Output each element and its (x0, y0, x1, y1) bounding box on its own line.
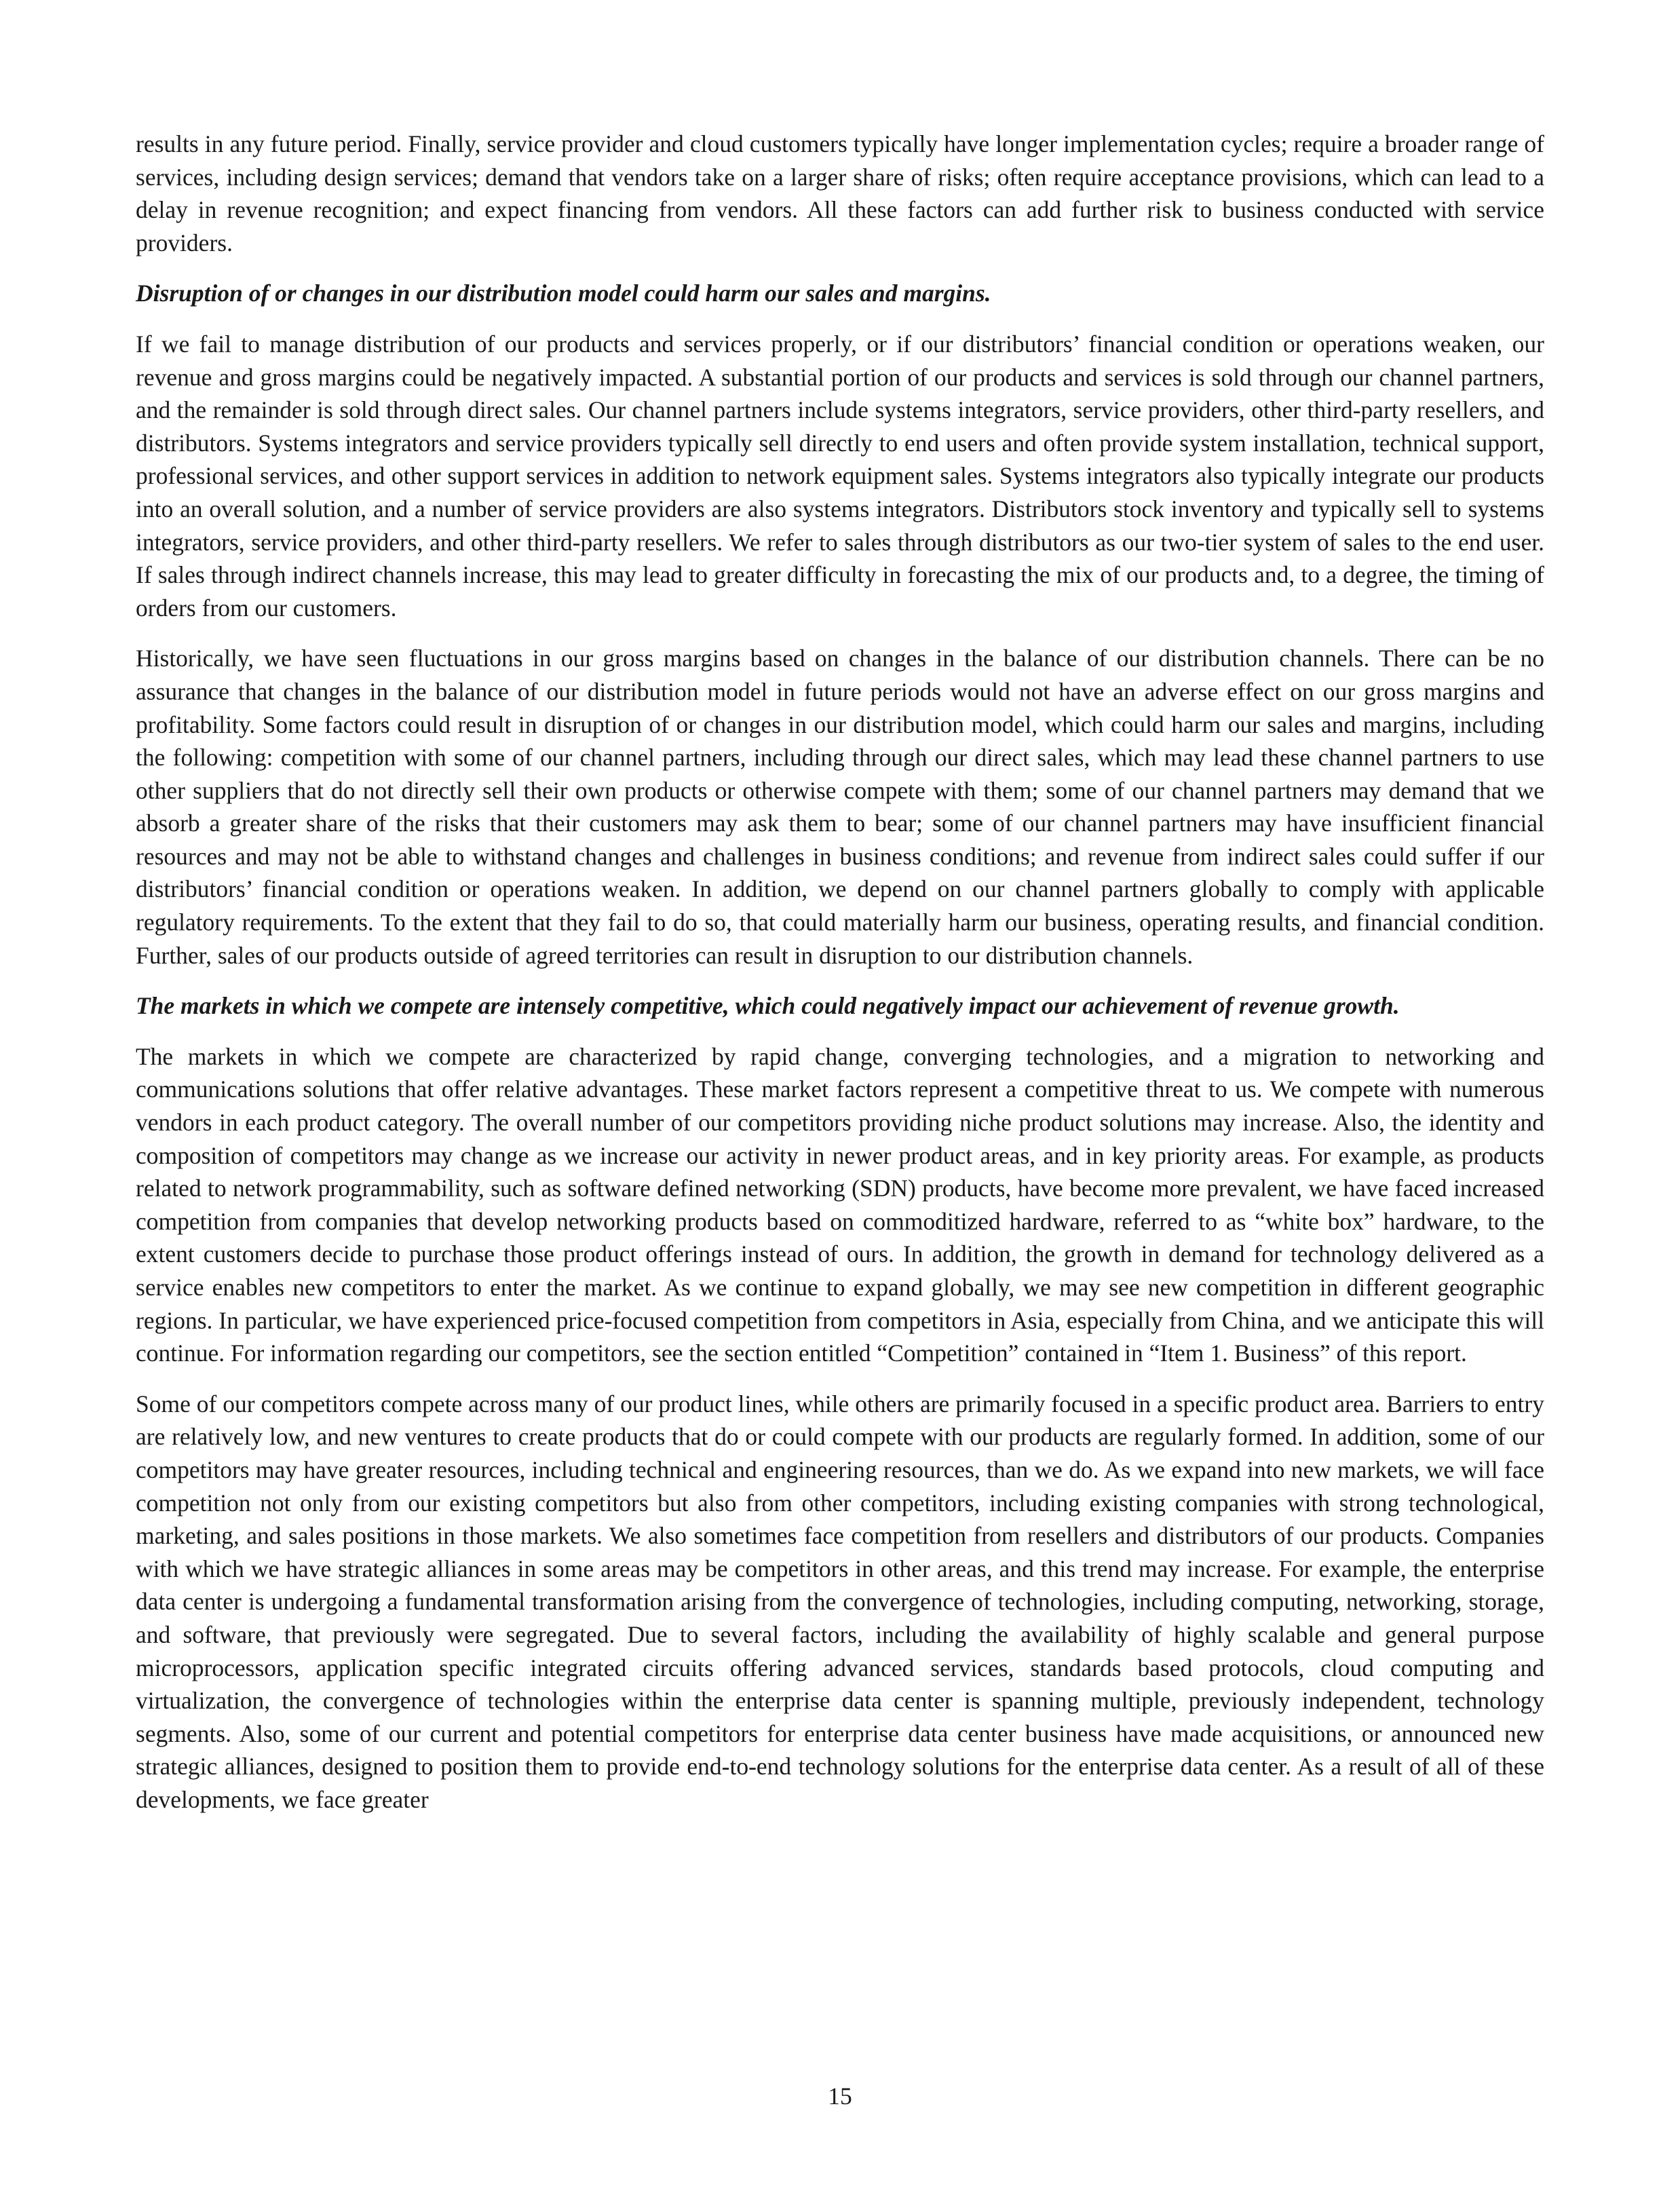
paragraph-distribution-channels: If we fail to manage distribution of our products and services properly, or if our distributors’ financial condition or operations weaken, our revenue and gross margins could be negatively impacted. A substantial portion of our products and services is sold through our channel partners, and the remainder is sold through direct sales. Our channel partners include systems integrators, service providers, other third-party resellers, and distributors. Systems integrators and service providers typically sell directly to end users and often provide system installation, technical support, professional services, and other support services in addition to network equipment sales. Systems integrators also typically integrate our products into an overall solution, and a number of service providers are also systems integrators. Distributors stock inventory and typically sell to systems integrators, service providers, and other third-party resellers. We refer to sales through distributors as our two-tier system of sales to the end user. If sales through indirect channels increase, this may lead to greater difficulty in forecasting the mix of our products and, to a degree, the timing of orders from our customers. (136, 330, 1544, 622)
heading-competitive-markets: The markets in which we compete are intensely competitive, which could negatively impact our achievement of revenue growth. (136, 992, 1400, 1020)
heading-distribution-model: Disruption of or changes in our distribution model could harm our sales and margins. (136, 280, 991, 307)
page-content (136, 128, 1544, 1834)
paragraph-competitor-landscape: Some of our competitors compete across many of our product lines, while others are primarily focused in a specific product area. Barriers to entry are relatively low, and new ventures to create products that do or could compete with our products are regularly formed. In addition, some of our competitors may have greater resources, including technical and engineering resources, than we do. As we expand into new markets, we will face competition not only from our existing competitors but also from other competitors, including existing companies with strong technological, marketing, and sales positions in those markets. We also sometimes face competition from resellers and distributors of our products. Companies with which we have strategic alliances in some areas may be competitors in other areas, and this trend may increase. For example, the enterprise data center is undergoing a fundamental transformation arising from the convergence of technologies, including computing, networking, storage, and software, that previously were segregated. Due to several factors, including the availability of highly scalable and general purpose microprocessors, application specific integrated circuits offering advanced services, standards based protocols, cloud computing and virtualization, the convergence of technologies within the enterprise data center is spanning multiple, previously independent, technology segments. Also, some of our current and potential competitors for enterprise data center business have made acquisitions, or announced new strategic alliances, designed to position them to provide end-to-end technology solutions for the enterprise data center. As a result of all of these developments, we face greater (136, 1390, 1544, 1813)
paragraph-market-competition: The markets in which we compete are characterized by rapid change, converging technologies, and a migration to networking and communications solutions that offer relative advantages. These market factors represent a competitive threat to us. We compete with numerous vendors in each product category. The overall number of our competitors providing niche product solutions may increase. Also, the identity and composition of competitors may change as we increase our activity in newer product areas, and in key priority areas. For example, as products related to network programmability, such as software defined networking (SDN) products, have become more prevalent, we have faced increased competition from companies that develop networking products based on commoditized hardware, referred to as “white box” hardware, to the extent customers decide to purchase those product offerings instead of ours. In addition, the growth in demand for technology delivered as a service enables new competitors to enter the market. As we continue to expand globally, we may see new competition in different geographic regions. In particular, we have experienced price-focused competition from competitors in Asia, especially from China, and we anticipate this will continue. For information regarding our competitors, see the section entitled “Competition” contained in “Item 1. Business” of this report. (136, 1042, 1544, 1367)
page-number: 15 (828, 2082, 852, 2110)
paragraph-service-provider-risks: results in any future period. Finally, service provider and cloud customers typically have longer implementation cycles; require a broader range of services, including design services; demand that vendors take on a larger share of risks; often require acceptance provisions, which can lead to a delay in revenue recognition; and expect financing from vendors. All these factors can add further risk to business conducted with service providers. (136, 130, 1544, 256)
paragraph-gross-margin-fluctuations: Historically, we have seen fluctuations in our gross margins based on changes in the balance of our distribution channels. There can be no assurance that changes in the balance of our distribution model in future periods would not have an adverse effect on our gross margins and profitability. Some factors could result in disruption of or changes in our distribution model, which could harm our sales and margins, including the following: competition with some of our channel partners, including through our direct sales, which may lead these channel partners to use other suppliers that do not directly sell their own products or otherwise compete with them; some of our channel partners may demand that we absorb a greater share of the risks that their customers may ask them to bear; some of our channel partners may have insufficient financial resources and may not be able to withstand changes and challenges in business conditions; and revenue from indirect sales could suffer if our distributors’ financial condition or operations weaken. In addition, we depend on our channel partners globally to comply with applicable regulatory requirements. To the extent that they fail to do so, that could materially harm our business, operating results, and financial condition. Further, sales of our products outside of agreed territories can result in disruption to our distribution channels. (136, 645, 1544, 969)
